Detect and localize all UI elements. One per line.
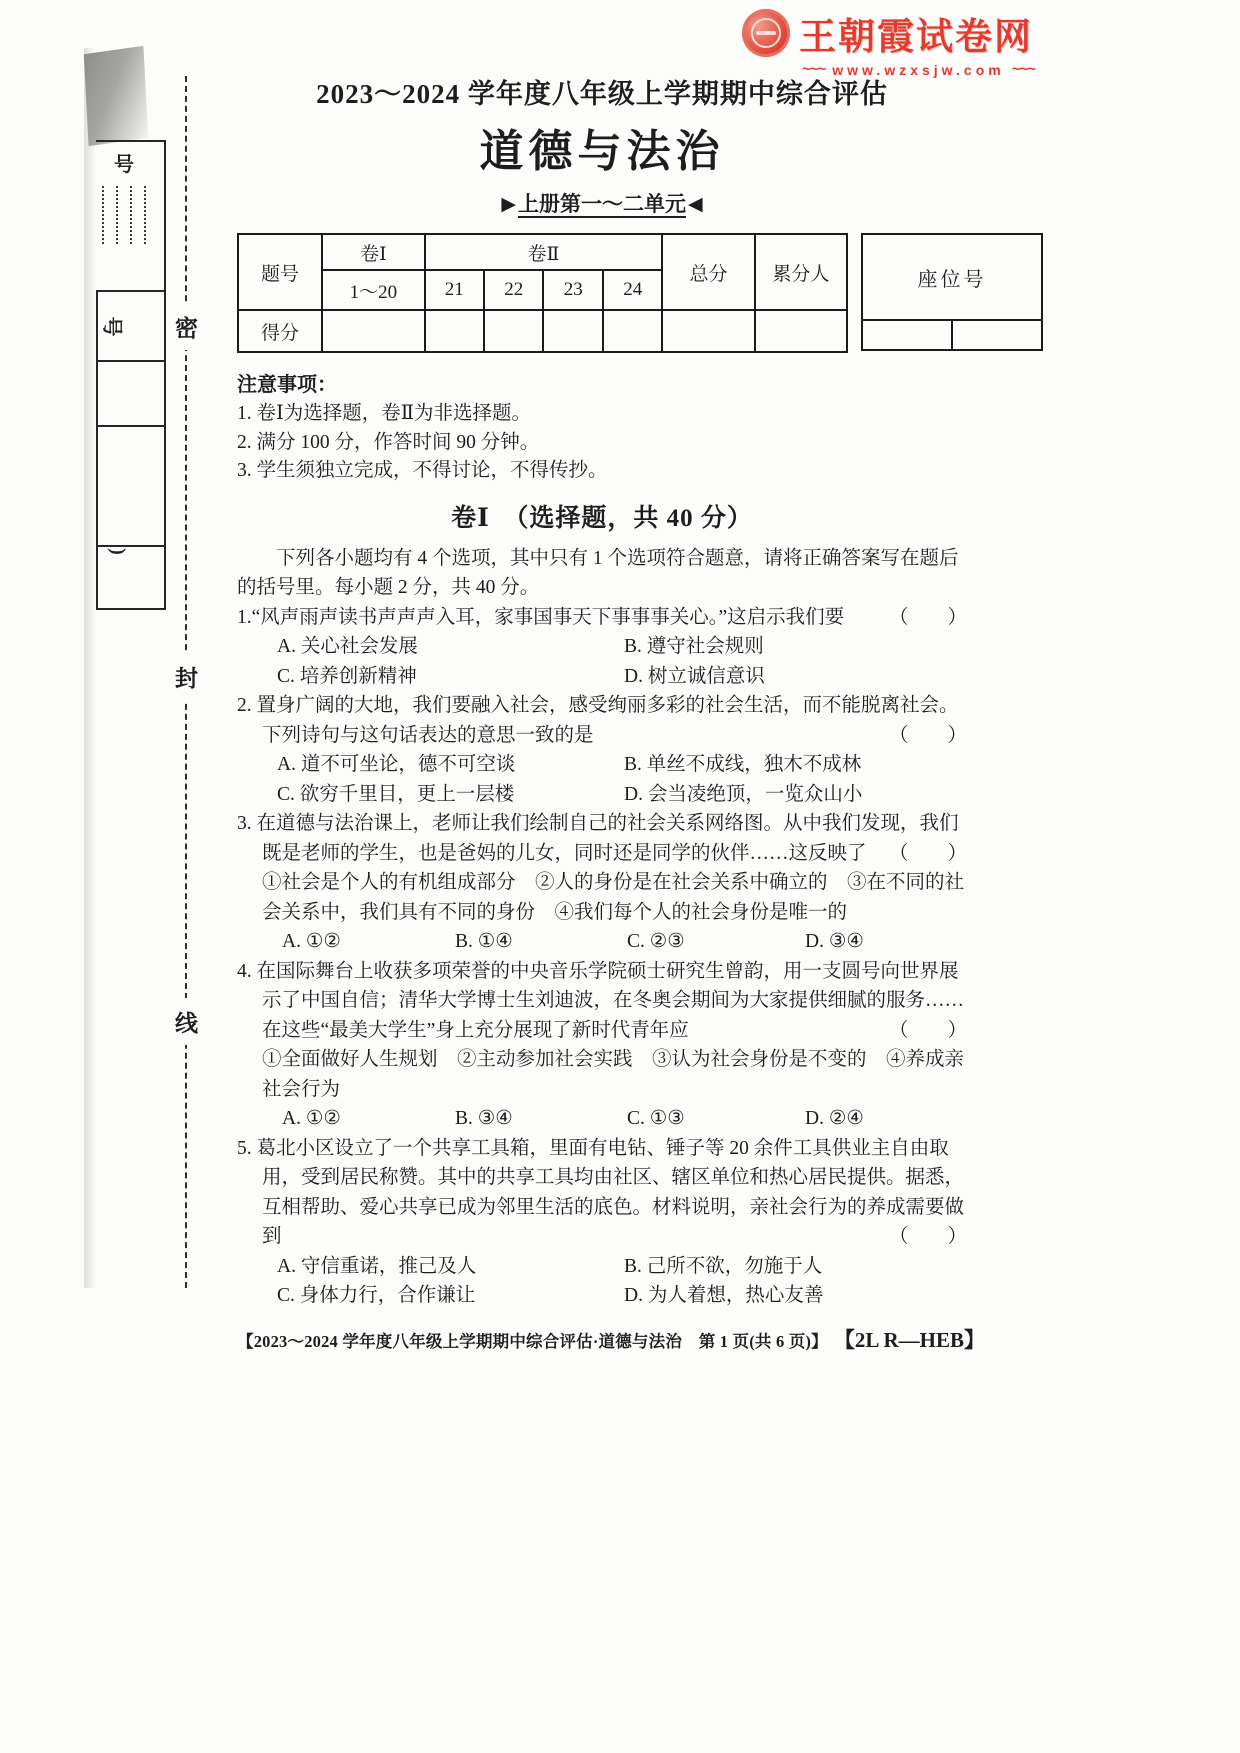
- question-3: [237, 809, 967, 957]
- option-c: C. ①③: [627, 1108, 685, 1129]
- question-4: [237, 957, 967, 1134]
- question-1-options: [237, 632, 967, 691]
- juan2-q22: 22: [484, 270, 543, 310]
- page-footer: [237, 1324, 985, 1354]
- unit-range-text: 上册第一～二单元: [518, 192, 686, 216]
- score-blank-cell: [662, 310, 754, 352]
- score-table-row: [237, 233, 1043, 353]
- option-c: C. 身体力行，合作谦让: [277, 1285, 476, 1306]
- seal-stamp-icon: [742, 9, 790, 57]
- option-a: A. 道不可坐论，德不可空谈: [277, 754, 516, 775]
- seal-stamp-bar: [756, 31, 776, 35]
- row-defen: 得分: [238, 310, 322, 352]
- option-c: C. 培养创新精神: [277, 665, 417, 687]
- option-b: B. ③④: [455, 1108, 513, 1129]
- fold-area-fragment: [96, 140, 166, 610]
- question-4-stem: [237, 957, 967, 1046]
- site-url: www.wzxsjw.com: [832, 61, 1005, 78]
- fragment-dotted-line: [130, 186, 132, 244]
- seat-number-box: [861, 233, 1043, 351]
- fragment-line: [96, 360, 164, 362]
- fragment-dotted-line: [144, 186, 146, 244]
- juan2-q24: 24: [603, 270, 663, 310]
- option-d: D. ③④: [805, 931, 864, 952]
- juan2-q21: 21: [425, 270, 484, 310]
- seat-blank-cell: [953, 321, 1041, 349]
- question-4-options: [237, 1104, 967, 1134]
- header-zongfen: 总分: [662, 234, 754, 310]
- header-juan1: 卷Ⅰ: [322, 234, 425, 270]
- option-d: D. 为人着想，热心友善: [624, 1285, 824, 1306]
- score-blank-cell: [603, 310, 663, 352]
- option-c: C. ②③: [627, 931, 685, 952]
- paper-content: [237, 72, 1043, 1354]
- subject-title: 道德与法治: [479, 127, 725, 176]
- option-a: A. ①②: [282, 931, 341, 952]
- option-a: A. ①②: [282, 1108, 341, 1129]
- score-blank-cell: [543, 310, 602, 352]
- fragment-line: [96, 290, 98, 608]
- stem-text: 5. 葛北小区设立了一个共享工具箱，里面有电钻、锤子等 20 余件工具供业主自由取用，受到居民称赞。其中的共享工具均由社区、辖区单位和热心居民提供。据悉，互相帮助、爱心共享已成为邻里生活的底色。材料说明，亲社会行为的养成需要做到: [237, 1137, 965, 1247]
- score-blank-cell: [425, 310, 484, 352]
- option-c: C. 欲穷千里目，更上一层楼: [277, 783, 515, 805]
- fragment-line: [96, 140, 164, 142]
- squiggle-decoration: ~~~: [1011, 61, 1035, 78]
- notice-title: 注意事项：: [237, 374, 337, 396]
- stem-text: 2. 置身广阔的大地，我们要融入社会，感受绚丽多彩的社会生活，而不能脱离社会。下列诗句与这句话表达的意思一致的是: [237, 695, 959, 746]
- header-juan2: 卷Ⅱ: [425, 234, 663, 270]
- question-2-stem: [237, 691, 967, 750]
- seat-number-label: 座位号: [917, 268, 987, 291]
- option-b: B. 己所不欲，勿施于人: [624, 1255, 823, 1277]
- fragment-char: 号: [114, 154, 134, 176]
- fragment-dotted-line: [116, 186, 118, 244]
- footer-exam-info: 【2023～2024 学年度八年级上学期期中综合评估·道德与法治 第 1 页(共 6 页)】: [237, 1331, 828, 1351]
- exam-session-title: 2023～2024 学年度八年级上学期期中综合评估: [316, 79, 888, 109]
- answer-bracket: （ ）: [888, 1019, 967, 1041]
- seat-number-cells: [863, 319, 1041, 349]
- question-body: [237, 544, 967, 1311]
- answer-bracket: （ ）: [888, 842, 967, 864]
- fragment-line: [96, 545, 164, 547]
- score-blank-cell: [484, 310, 543, 352]
- scan-edge-shading: [84, 48, 96, 1288]
- question-5-options: [237, 1252, 967, 1311]
- option-d: D. 会当凌绝顶，一览众山小: [624, 783, 863, 805]
- answer-bracket: （ ）: [888, 724, 967, 746]
- seal-char-mi: 密: [173, 303, 200, 350]
- score-table: [237, 233, 848, 353]
- right-arrow-icon: ▶: [501, 194, 516, 215]
- question-3-stem: [237, 809, 967, 868]
- notice-item-2: 2. 满分 100 分，作答时间 90 分钟。: [237, 431, 540, 453]
- notice-item-1: 1. 卷Ⅰ为选择题，卷Ⅱ为非选择题。: [237, 403, 531, 424]
- question-2: [237, 691, 967, 809]
- section1-title: 卷Ⅰ （选择题，共 40 分）: [451, 504, 753, 532]
- question-5: [237, 1134, 967, 1311]
- question-3-options: [237, 927, 967, 957]
- answer-bracket: （ ）: [888, 606, 967, 628]
- header-tihao: 题号: [238, 234, 322, 310]
- squiggle-decoration: ~~~: [802, 61, 826, 78]
- stem-text: 1.“风声雨声读书声声声入耳，家事国事天下事事事关心。”这启示我们要: [237, 606, 845, 628]
- unit-range-line: [237, 188, 967, 218]
- question-2-options: [237, 750, 967, 809]
- scan-corner-shadow: [84, 46, 148, 146]
- notice-item-3: 3. 学生须独立完成，不得讨论，不得传抄。: [237, 460, 608, 481]
- option-d: D. 树立诚信意识: [624, 665, 765, 687]
- left-arrow-icon: ◀: [688, 194, 703, 215]
- option-a: A. 守信重诺，推己及人: [277, 1255, 477, 1277]
- fragment-line: [96, 290, 164, 292]
- section-intro: 下列各小题均有 4 个选项，其中只有 1 个选项符合题意，请将正确答案写在题后的括号里。每小题 2 分，共 40 分。: [237, 547, 959, 598]
- score-blank-cell: [322, 310, 425, 352]
- footer-code: 【2L R—HEB】: [833, 1327, 985, 1352]
- stem-text: 4. 在国际舞台上收获多项荣誉的中央音乐学院硕士研究生曾韵，用一支圆号向世界展示了中国自信；清华大学博士生刘迪波，在冬奥会期间为大家提供细腻的服务……在这些“最美大学生”身上充分展现了新时代青年应: [237, 960, 965, 1041]
- question-3-subitems: ①社会是个人的有机组成部分 ②人的身份是在社会关系中确立的 ③在不同的社会关系中，我们具有不同的身份 ④我们每个人的社会身份是唯一的: [262, 872, 965, 923]
- fragment-line: [96, 425, 164, 427]
- question-4-subitems: ①全面做好人生规划 ②主动参加社会实践 ③认为社会身份是不变的 ④养成亲社会行为: [262, 1049, 965, 1100]
- juan1-range: 1～20: [322, 270, 425, 310]
- fragment-char: ): [106, 548, 129, 555]
- seat-blank-cell: [863, 321, 953, 349]
- site-logo-text: 王朝霞试卷网: [799, 16, 1033, 57]
- question-1: [237, 603, 967, 692]
- option-a: A. 关心社会发展: [277, 636, 418, 657]
- answer-bracket: （ ）: [888, 1226, 967, 1247]
- score-blank-cell: [755, 310, 847, 352]
- option-d: D. ②④: [805, 1108, 864, 1129]
- option-b: B. ①④: [455, 931, 513, 952]
- juan2-q23: 23: [543, 270, 602, 310]
- question-1-stem: [237, 603, 967, 633]
- seal-char-xian: 线: [173, 998, 200, 1045]
- stem-text: 3. 在道德与法治课上，老师让我们绘制自己的社会关系网络图。从中我们发现，我们既是老师的学生，也是爸妈的儿女，同时还是同学的伙伴……这反映了: [237, 813, 959, 864]
- option-b: B. 遵守社会规则: [624, 636, 764, 657]
- site-logo: [742, 6, 1047, 78]
- fragment-char: 号: [100, 316, 123, 337]
- seal-char-feng: 封: [173, 653, 200, 700]
- header-leifenren: 累分人: [755, 234, 847, 310]
- fragment-dotted-line: [102, 186, 104, 244]
- notice-section: [237, 370, 967, 486]
- option-b: B. 单丝不成线，独木不成林: [624, 754, 862, 775]
- question-5-stem: [237, 1134, 967, 1252]
